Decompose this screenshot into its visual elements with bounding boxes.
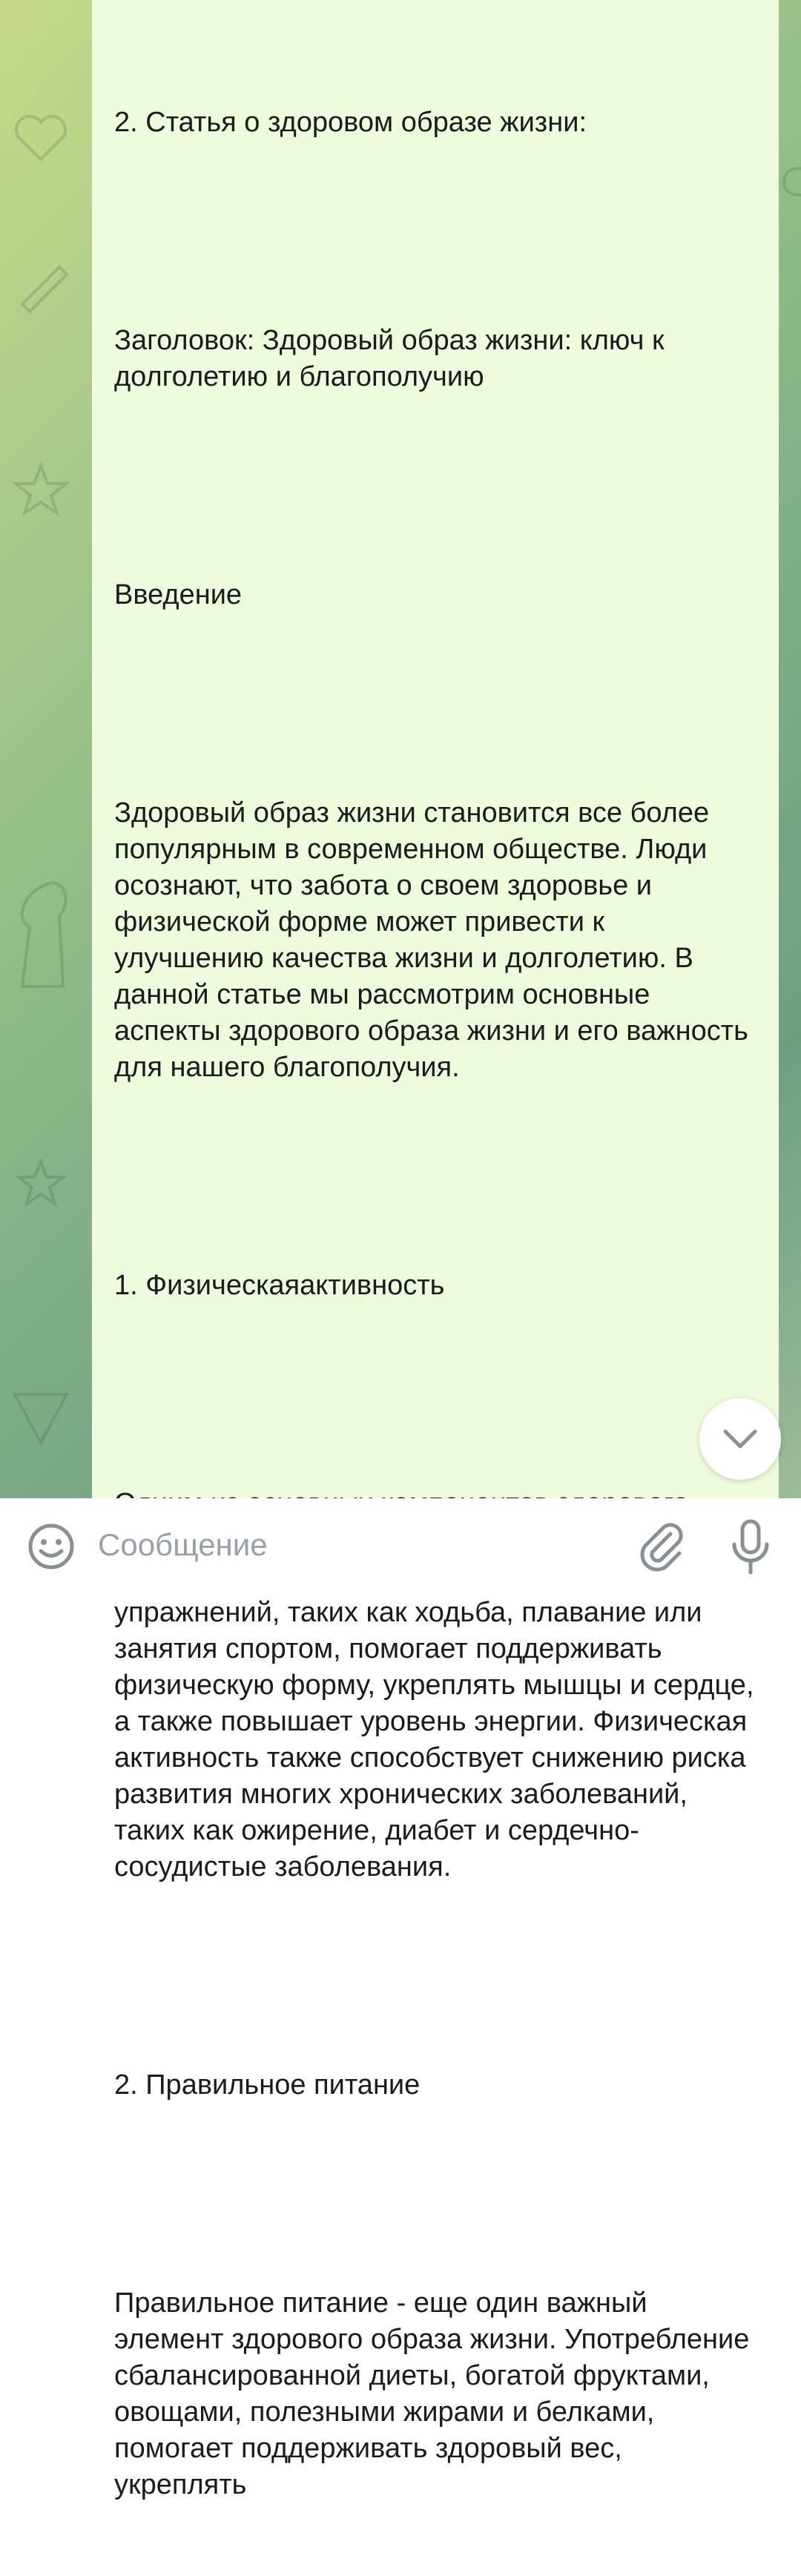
message-paragraph-nutrition: Правильное питание - еще один важный элемент здорового образа жизни. Употребление сбалансированной диеты, богатой фруктами, овощами, полезными жирами и белками, помогает поддерживать здоровый вес, укреплять	[114, 2287, 757, 2500]
doodle-pencil-icon	[15, 252, 74, 312]
message-section-heading-1: 1. Физическаяактивность	[114, 1270, 445, 1301]
paperclip-icon[interactable]	[636, 1521, 688, 1572]
message-bubble[interactable]	[92, 0, 779, 2500]
message-line-intro-heading: Введение	[114, 579, 243, 610]
microphone-icon[interactable]	[728, 1518, 773, 1577]
chevron-down-icon	[722, 1428, 758, 1450]
doodle-dino-icon	[7, 875, 74, 994]
message-input[interactable]	[98, 1519, 617, 1571]
doodle-edge-icon	[782, 148, 801, 215]
message-paragraph-activity: упражнений, таких как ходьба, плавание или занятия спортом, помогает поддерживать физическую форму, укреплять мышцы и сердце, а также повышает уровень энергии. Физическая активность также способствует снижению риска развития многих хронических заболеваний, таких как ожирение, диабет и сердечно-сосудистые заболевания.	[114, 1597, 754, 1882]
doodle-heart-icon	[7, 104, 74, 171]
message-section-heading-2: 2. Правильное питание	[114, 2069, 421, 2101]
message-line-title: Заголовок: Здоровый образ жизни: ключ к долголетию и благополучию	[114, 325, 673, 392]
doodle-star-small-icon	[15, 1157, 67, 1209]
doodle-pizza-icon	[7, 1380, 74, 1446]
doodle-star-icon	[11, 460, 70, 519]
smile-icon[interactable]	[27, 1522, 76, 1571]
scroll-down-button[interactable]	[699, 1398, 781, 1480]
message-paragraph-intro: Здоровый образ жизни становится все более популярным в современном обществе. Люди осознают, что забота о своем здоровье и физической форме может привести к улучшению качества жизни и долголетию. В данной статье мы рассмотрим основные аспекты здорового образа жизни и его важность для нашего благополучия.	[114, 797, 756, 1083]
message-composer	[0, 1498, 801, 1594]
message-text	[114, 0, 756, 2576]
message-line-heading: 2. Статья о здоровом образе жизни:	[114, 107, 587, 138]
